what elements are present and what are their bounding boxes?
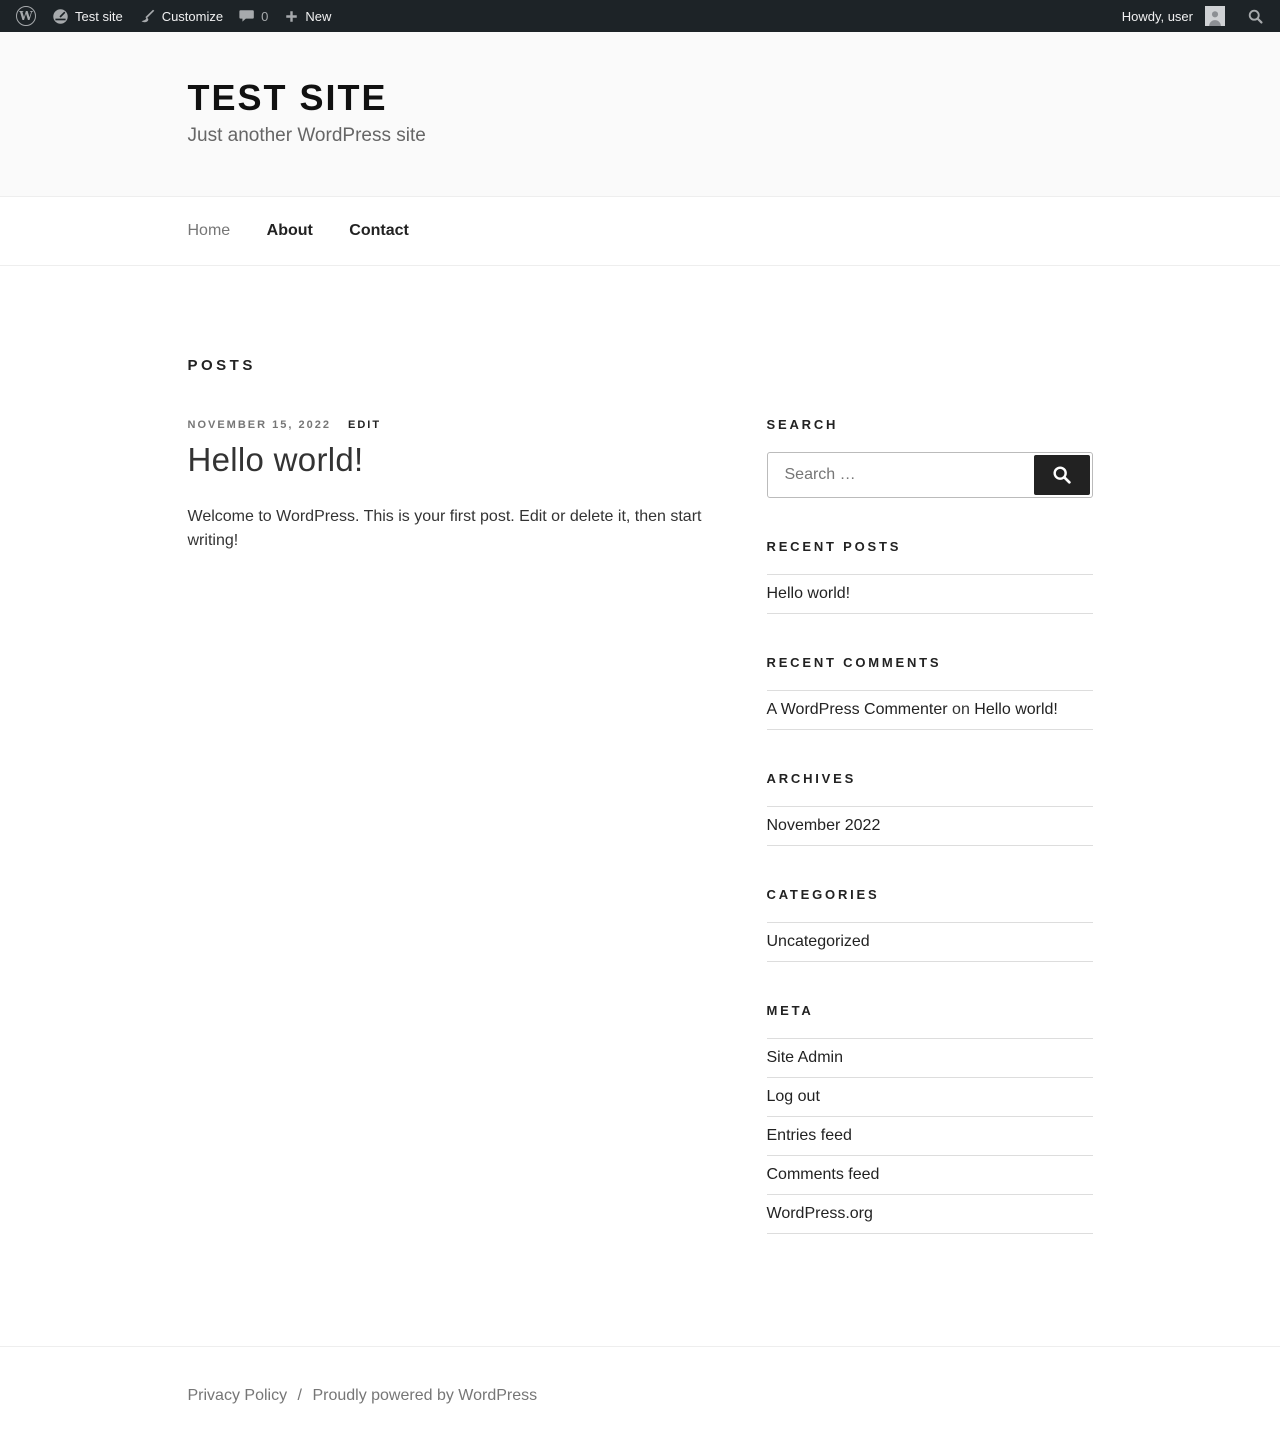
categories-title: CATEGORIES (766, 886, 880, 902)
privacy-policy-link[interactable]: Privacy Policy (187, 1386, 288, 1404)
site-name-menu[interactable] (44, 0, 131, 32)
nav-item-contact[interactable]: Contact (349, 221, 409, 239)
site-footer (0, 1346, 1280, 1437)
list-item (767, 1039, 1093, 1078)
main-navigation (0, 196, 1280, 266)
comment-post-link[interactable]: Hello world! (974, 700, 1058, 718)
comments-menu[interactable] (231, 0, 276, 32)
meta-comments-feed-link[interactable]: Comments feed (766, 1165, 880, 1183)
site-tagline: Just another WordPress site (187, 124, 426, 146)
list-item (767, 575, 1093, 614)
dashboard-icon (52, 8, 69, 25)
comment-connector: on (947, 700, 975, 718)
search-widget (767, 418, 1093, 498)
post-title-link[interactable]: Hello world! (187, 440, 364, 478)
search-icon (1247, 8, 1264, 25)
archive-link[interactable]: November 2022 (766, 816, 881, 834)
list-item (767, 1078, 1093, 1117)
list-item (767, 1156, 1093, 1195)
customize-brush-icon (139, 8, 156, 25)
page-title: POSTS (187, 356, 256, 374)
site-header (0, 32, 1280, 196)
category-link[interactable]: Uncategorized (766, 932, 870, 950)
comments-bubble-icon (239, 8, 255, 24)
list-item (767, 1195, 1093, 1234)
posts-area (188, 358, 713, 1234)
wordpress-logo-icon: W (16, 6, 36, 26)
search-icon (1051, 464, 1073, 486)
post-body: Welcome to WordPress. This is your first post. Edit or delete it, then start writing! (187, 507, 702, 550)
list-item (767, 923, 1093, 962)
admin-bar-left (8, 0, 339, 32)
sidebar (767, 418, 1093, 1234)
post-date[interactable]: NOVEMBER 15, 2022 (187, 418, 331, 431)
avatar (1205, 6, 1225, 26)
new-content-menu[interactable] (276, 0, 339, 32)
comment-count: 0 (261, 8, 269, 24)
admin-bar-right (1114, 0, 1268, 32)
list-item (767, 1117, 1093, 1156)
meta-log-out-link[interactable]: Log out (766, 1087, 820, 1105)
meta-site-admin-link[interactable]: Site Admin (766, 1048, 843, 1066)
archives-title: ARCHIVES (766, 770, 857, 786)
recent-posts-widget (767, 540, 1093, 614)
site-title[interactable]: TEST SITE (187, 77, 388, 118)
nav-item-about[interactable]: About (266, 221, 313, 239)
search-widget-title: SEARCH (766, 416, 839, 432)
categories-widget (767, 888, 1093, 962)
post-hello-world (188, 420, 713, 555)
recent-posts-title: RECENT POSTS (766, 538, 902, 554)
recent-post-link[interactable]: Hello world! (766, 584, 851, 602)
wp-admin-bar (0, 0, 1280, 32)
my-account-menu[interactable] (1114, 0, 1233, 32)
site-name-label: Test site (75, 8, 123, 24)
admin-search-button[interactable] (1233, 0, 1268, 32)
plus-icon (284, 9, 299, 24)
footer-separator: / (297, 1386, 302, 1404)
edit-post-link[interactable]: EDIT (348, 418, 382, 431)
list-item (767, 807, 1093, 846)
recent-comments-widget (767, 656, 1093, 730)
list-item (767, 691, 1093, 730)
site-content (188, 266, 1093, 1346)
powered-by-link[interactable]: Proudly powered by WordPress (312, 1386, 538, 1404)
archives-widget (767, 772, 1093, 846)
search-submit-button[interactable] (1034, 455, 1090, 495)
howdy-label: Howdy, user (1121, 8, 1193, 24)
meta-title: META (766, 1002, 814, 1018)
new-label: New (305, 8, 332, 24)
recent-comments-title: RECENT COMMENTS (766, 654, 942, 670)
entry-meta (188, 420, 713, 431)
customize-label: Customize (161, 8, 224, 24)
nav-item-home[interactable]: Home (187, 221, 231, 239)
meta-widget (767, 1004, 1093, 1234)
customize-menu[interactable] (131, 0, 231, 32)
wp-logo-menu[interactable] (8, 0, 44, 32)
comment-author-link[interactable]: A WordPress Commenter (766, 700, 948, 718)
meta-entries-feed-link[interactable]: Entries feed (766, 1126, 852, 1144)
meta-wordpress-org-link[interactable]: WordPress.org (766, 1204, 873, 1222)
search-form (767, 452, 1093, 498)
